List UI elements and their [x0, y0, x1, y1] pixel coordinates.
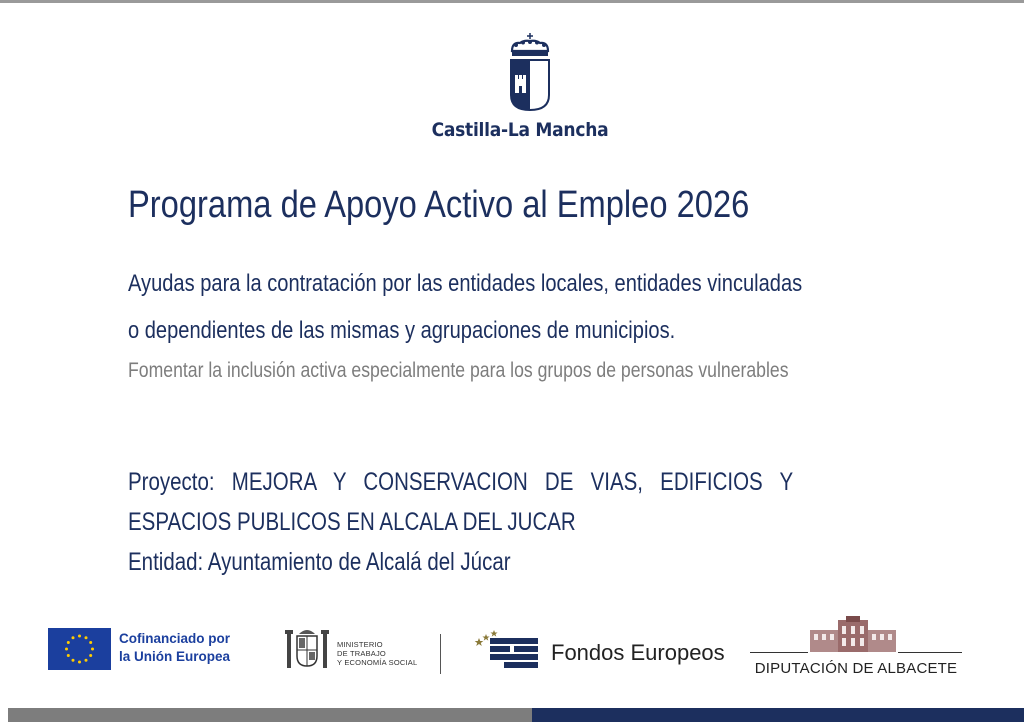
entity-line: Entidad: Ayuntamiento de Alcalá del Júcar: [128, 548, 511, 576]
fondos-europeos-icon: [474, 626, 544, 674]
tagline: Fomentar la inclusión activa especialmente para los grupos de personas vulnerables: [128, 358, 789, 382]
ministry-text: [337, 640, 417, 667]
ministry-line-3: Y ECONOMÍA SOCIAL: [337, 658, 418, 667]
eu-text-line-2: la Unión Europea: [119, 649, 231, 664]
subtitle-line-1: Ayudas para la contratación por las entidades locales, entidades vinculadas: [128, 270, 803, 297]
top-border: [0, 0, 1024, 3]
eu-cofinanced-text: [119, 630, 230, 666]
project-line-2: ESPACIOS PUBLICOS EN ALCALA DEL JUCAR: [128, 508, 576, 536]
subtitle-line-2: o dependientes de las mismas y agrupaciones de municipios.: [128, 317, 676, 344]
ministry-line-1: MINISTERIO: [337, 640, 383, 649]
diputacion-line-right: [898, 652, 962, 653]
project-line-1: Proyecto: MEJORA Y CONSERVACION DE VIAS, EDIFICIOS Y: [128, 468, 794, 496]
castilla-la-mancha-crest-icon: [506, 33, 554, 113]
diputacion-line-left: [750, 652, 808, 653]
brand-name: Castilla-La Mancha: [431, 119, 609, 141]
footer-logos: [0, 612, 1024, 692]
project-block: [128, 462, 793, 582]
diputacion-text: DIPUTACIÓN DE ALBACETE: [754, 660, 958, 677]
diputacion-building-icon: [808, 616, 898, 652]
ministry-divider: [440, 634, 441, 674]
bottom-bar-navy: [532, 708, 1024, 722]
eu-text-line-1: Cofinanciado por: [119, 631, 230, 646]
ministry-line-2: DE TRABAJO: [337, 649, 386, 658]
page-title: Programa de Apoyo Activo al Empleo 2026: [128, 184, 750, 226]
bottom-bar-grey: [8, 708, 532, 722]
eu-flag-icon: [48, 628, 111, 670]
subtitle: [128, 260, 802, 354]
fondos-europeos-text: Fondos Europeos: [551, 640, 725, 665]
spain-crest-icon: [284, 624, 330, 674]
